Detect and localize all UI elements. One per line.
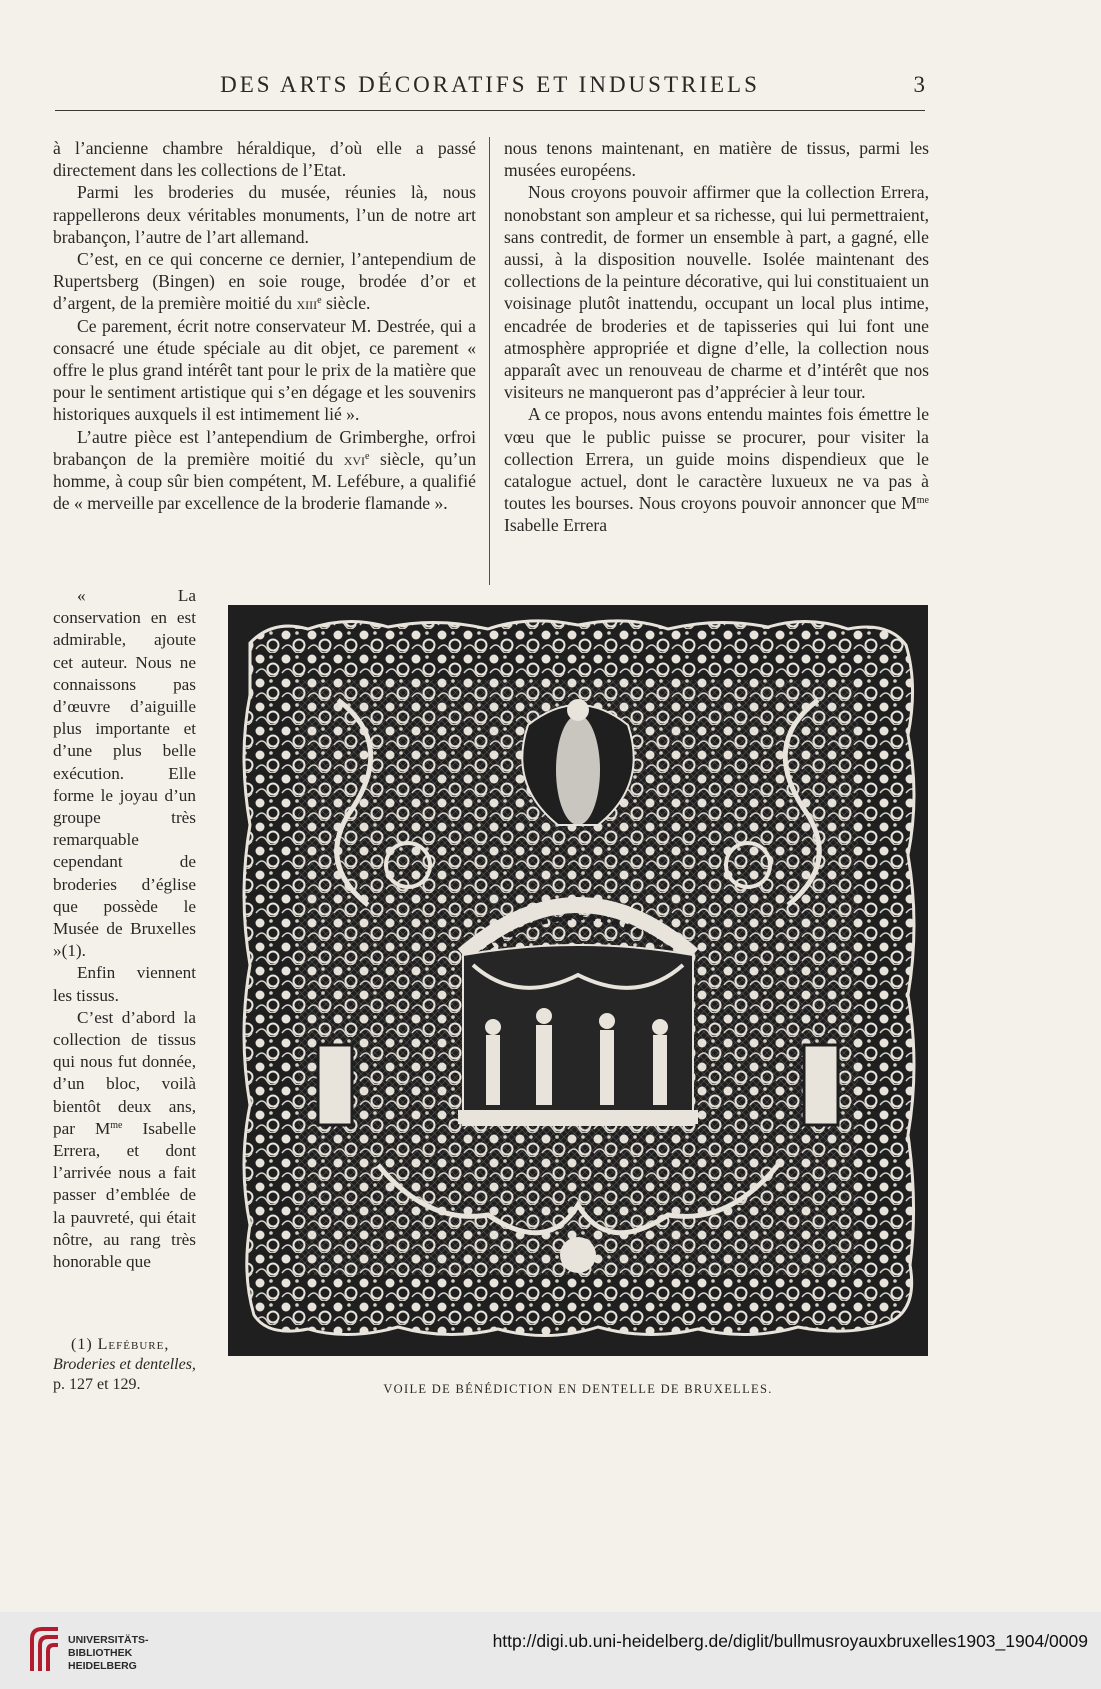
figure-caption: VOILE DE BÉNÉDICTION EN DENTELLE DE BRUXELLES. bbox=[383, 1382, 773, 1396]
paragraph: Parmi les broderies du musée, réunies là, nous rappellerons deux véritables monuments, l’un de notre art brabançon, l’autre de l’art allemand. bbox=[53, 182, 476, 247]
lace-illustration bbox=[228, 605, 928, 1356]
institution-name: UNIVERSITÄTS- BIBLIOTHEK HEIDELBERG bbox=[68, 1634, 149, 1672]
column-rule bbox=[489, 137, 490, 585]
paragraph: L’autre pièce est l’antependium de Grimberghe, orfroi brabançon de la première moitié du xvi$^e$ siècle, qu’un homme, à coup sûr bien compétent, M. Lefébure, a qualifié de « merveille par excellence de la broderie flamande ». bbox=[53, 426, 476, 514]
left-column-top bbox=[53, 137, 476, 514]
running-title: DES ARTS DÉCORATIFS ET INDUSTRIELS bbox=[220, 72, 760, 97]
footnote-pages: p. 127 et 129. bbox=[53, 1376, 141, 1393]
paragraph: nous tenons maintenant, en matière de tissus, parmi les musées européens. bbox=[504, 138, 929, 181]
lace-veil-plate bbox=[228, 605, 928, 1356]
paragraph: Nous croyons pouvoir affirmer que la collection Errera, nonobstant son ampleur et sa richesse, qui lui permettraient, sans contredit, de former un ensemble à part, a gagné, elle aussi, à la disposition nouvelle. Isolée maintenant des collections de la peinture décorative, qui lui constituaient un voisinage plutôt inattendu, occupant un local plus intime, encadrée de broderies et de tapisseries qui lui font une atmosphère appropriée et digne d’elle, la collection nous apparaît avec un renouveau de charme et d’intérêt que nos visiteurs ne manqueront pas d’apprécier à leur tour. bbox=[504, 182, 929, 403]
roman-numeral: xiii bbox=[296, 293, 318, 314]
paragraph: C’est, en ce qui concerne ce dernier, l’antependium de Rupertsberg (Bingen) en soie rouge, brodée d’or et d’argent, de la première moitié du xiii$^e$ siècle. bbox=[53, 249, 476, 314]
header-rule bbox=[55, 110, 925, 111]
ub-heidelberg-logo-icon bbox=[28, 1625, 62, 1675]
paragraph: A ce propos, nous avons entendu maintes fois émettre le vœu que le public puisse se procurer, pour visiter la collection Errera, un guide moins dispendieux que le catalogue actuel, dont le caractère luxueux ne va pas à toutes les bourses. Nous croyons pouvoir annoncer que $M^{me}$ Isabelle Errera bbox=[504, 404, 929, 536]
right-column bbox=[504, 137, 929, 537]
paragraph: Enfin viennent les tissus. bbox=[53, 963, 196, 1005]
paragraph: C’est d’abord la collection de tissus qui nous fut donnée, d’un bloc, voilà bientôt deux ans, par $M^{me}$ Isabelle Errera, et dont l’arrivée nous a fait passer d’emblée de la pauvreté, qui était nôtre, au rang très honorable que bbox=[53, 1007, 196, 1272]
library-footer bbox=[0, 1612, 1101, 1689]
footnote-title: Broderies et dentelles, bbox=[53, 1356, 196, 1373]
page-number: 3 bbox=[913, 72, 925, 97]
running-header bbox=[55, 66, 925, 106]
paragraph: Ce parement, écrit notre conservateur M. Destrée, qui a consacré une étude spéciale au dit objet, ce parement « offre le plus grand intérêt tant pour le prix de la matière que pour le sentiment artistique qui s’en dégage et les souvenirs historiques auxquels il est intimement lié ». bbox=[53, 315, 476, 425]
roman-numeral: xvi bbox=[343, 448, 366, 469]
source-url-link[interactable]: http://digi.ub.uni-heidelberg.de/diglit/bullmusroyauxbruxelles1903_1904/0009 bbox=[492, 1631, 1088, 1651]
paragraph: « La conservation en est admirable, ajoute cet auteur. Nous ne connaissons pas d’œuvre d’aiguille plus importante et d’une plus belle exécution. Elle forme le joyau d’un groupe très remarquable cependant de broderies d’église que possède le Musée de Bruxelles »(1). bbox=[53, 586, 196, 961]
footnote bbox=[53, 1335, 201, 1395]
footnote-label: (1) Lefébure, bbox=[71, 1336, 170, 1353]
left-column-narrow bbox=[53, 585, 196, 1273]
paragraph: à l’ancienne chambre héraldique, d’où elle a passé directement dans les collections de l’Etat. bbox=[53, 138, 476, 181]
